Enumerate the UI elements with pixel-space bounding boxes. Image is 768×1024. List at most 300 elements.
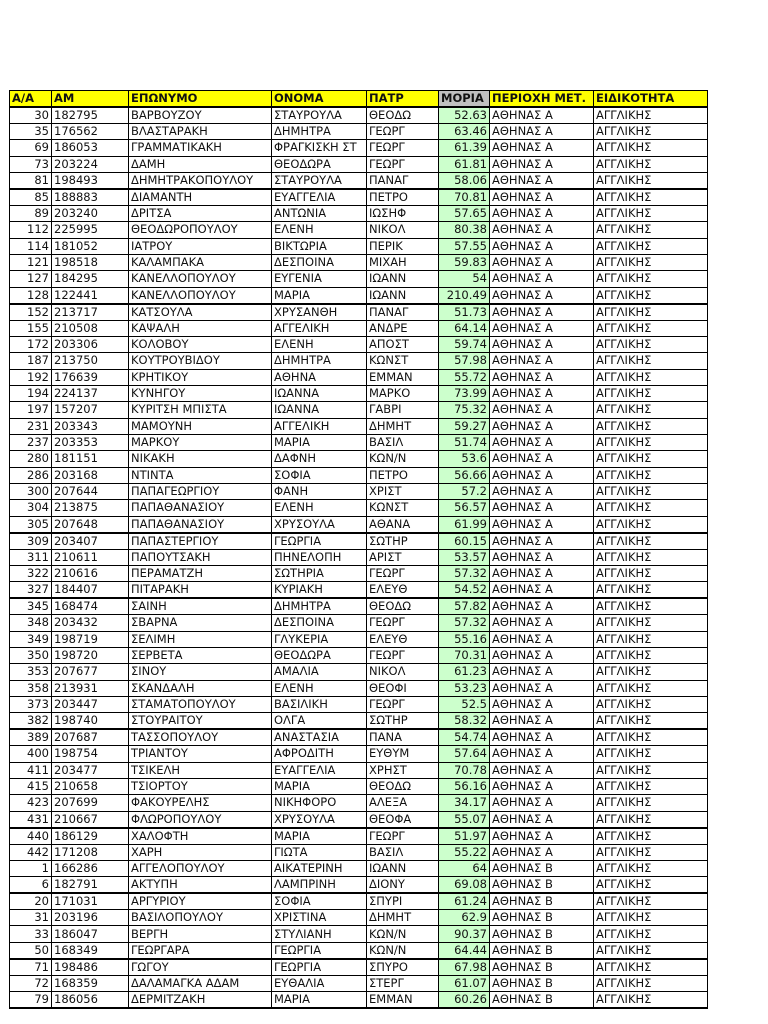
cell-surname[interactable]: ΚΑΝΕΛΛΟΠΟΥΛΟΥ [129, 287, 272, 304]
cell-father[interactable]: ΔΗΜΗΤ [367, 418, 439, 434]
cell-area[interactable]: ΑΘΗΝΑΣ Α [490, 254, 594, 270]
cell-aa[interactable]: 353 [10, 664, 52, 680]
cell-area[interactable]: ΑΘΗΝΑΣ Β [490, 860, 594, 876]
cell-father[interactable]: ΕΥΘΥΜ [367, 746, 439, 762]
cell-surname[interactable]: ΜΑΜΟΥΝΗ [129, 418, 272, 434]
cell-area[interactable]: ΑΘΗΝΑΣ Α [490, 336, 594, 352]
cell-am[interactable]: 182791 [52, 877, 129, 894]
cell-am[interactable]: 207648 [52, 516, 129, 533]
cell-am[interactable]: 176639 [52, 369, 129, 385]
cell-specialty[interactable]: ΑΓΓΛΙΚΗΣ [594, 287, 708, 304]
cell-name[interactable]: ΑΘΗΝΑ [272, 369, 367, 385]
cell-surname[interactable]: ΠΑΠΑΘΑΝΑΣΙΟΥ [129, 516, 272, 533]
cell-specialty[interactable]: ΑΓΓΛΙΚΗΣ [594, 467, 708, 483]
cell-name[interactable]: ΕΛΕΝΗ [272, 680, 367, 696]
cell-area[interactable]: ΑΘΗΝΑΣ Β [490, 959, 594, 976]
cell-name[interactable]: ΑΓΓΕΛΙΚΗ [272, 418, 367, 434]
cell-name[interactable]: ΓΛΥΚΕΡΙΑ [272, 631, 367, 647]
cell-moria[interactable]: 57.82 [439, 598, 490, 615]
cell-aa[interactable]: 72 [10, 975, 52, 991]
cell-specialty[interactable]: ΑΓΓΛΙΚΗΣ [594, 860, 708, 876]
cell-specialty[interactable]: ΑΓΓΛΙΚΗΣ [594, 533, 708, 550]
cell-moria[interactable]: 57.55 [439, 238, 490, 254]
cell-name[interactable]: ΓΕΩΡΓΙΑ [272, 959, 367, 976]
cell-aa[interactable]: 309 [10, 533, 52, 550]
cell-moria[interactable]: 56.66 [439, 467, 490, 483]
cell-am[interactable]: 198719 [52, 631, 129, 647]
cell-father[interactable]: ΣΤΕΡΓ [367, 975, 439, 991]
cell-surname[interactable]: ΤΣΙΟΡΤΟΥ [129, 778, 272, 794]
cell-am[interactable]: 198720 [52, 647, 129, 663]
cell-name[interactable]: ΦΡΑΓΚΙΣΚΗ ΣΤ [272, 140, 367, 156]
cell-area[interactable]: ΑΘΗΝΑΣ Α [490, 582, 594, 599]
cell-name[interactable]: ΜΑΡΙΑ [272, 828, 367, 845]
cell-name[interactable]: ΙΩΑΝΝΑ [272, 402, 367, 418]
cell-aa[interactable]: 155 [10, 320, 52, 336]
cell-father[interactable]: ΧΡΙΣΤ [367, 483, 439, 499]
cell-area[interactable]: ΑΘΗΝΑΣ Α [490, 647, 594, 663]
cell-moria[interactable]: 80.38 [439, 222, 490, 238]
cell-area[interactable]: ΑΘΗΝΑΣ Α [490, 746, 594, 762]
cell-specialty[interactable]: ΑΓΓΛΙΚΗΣ [594, 124, 708, 140]
cell-father[interactable]: ΓΕΩΡΓ [367, 124, 439, 140]
col-area-header[interactable]: ΠΕΡΙΟΧΗ ΜΕΤ. [490, 91, 594, 108]
cell-am[interactable]: 203432 [52, 615, 129, 631]
cell-moria[interactable]: 53.6 [439, 451, 490, 467]
cell-name[interactable]: ΣΟΦΙΑ [272, 467, 367, 483]
cell-moria[interactable]: 57.32 [439, 565, 490, 581]
cell-moria[interactable]: 55.72 [439, 369, 490, 385]
cell-am[interactable]: 203447 [52, 696, 129, 712]
cell-name[interactable]: ΑΦΡΟΔΙΤΗ [272, 746, 367, 762]
cell-specialty[interactable]: ΑΓΓΛΙΚΗΣ [594, 451, 708, 467]
cell-moria[interactable]: 57.2 [439, 483, 490, 499]
cell-aa[interactable]: 382 [10, 713, 52, 730]
cell-father[interactable]: ΚΩΝ/Ν [367, 942, 439, 959]
cell-surname[interactable]: ΝΙΚΑΚΗ [129, 451, 272, 467]
cell-moria[interactable]: 52.63 [439, 107, 490, 124]
cell-specialty[interactable]: ΑΓΓΛΙΚΗΣ [594, 942, 708, 959]
cell-am[interactable]: 210616 [52, 565, 129, 581]
cell-name[interactable]: ΝΙΚΗΦΟΡΟ [272, 795, 367, 811]
cell-specialty[interactable]: ΑΓΓΛΙΚΗΣ [594, 549, 708, 565]
cell-moria[interactable]: 57.98 [439, 353, 490, 369]
cell-father[interactable]: ΓΕΩΡΓ [367, 140, 439, 156]
cell-specialty[interactable]: ΑΓΓΛΙΚΗΣ [594, 140, 708, 156]
cell-name[interactable]: ΒΑΣΙΛΙΚΗ [272, 696, 367, 712]
cell-moria[interactable]: 58.06 [439, 172, 490, 189]
cell-aa[interactable]: 152 [10, 304, 52, 321]
cell-am[interactable]: 203306 [52, 336, 129, 352]
cell-father[interactable]: ΕΛΕΥΘ [367, 582, 439, 599]
cell-am[interactable]: 186056 [52, 992, 129, 1009]
cell-am[interactable]: 186129 [52, 828, 129, 845]
cell-area[interactable]: ΑΘΗΝΑΣ Α [490, 483, 594, 499]
cell-am[interactable]: 198518 [52, 254, 129, 270]
cell-am[interactable]: 203196 [52, 910, 129, 926]
cell-am[interactable]: 168349 [52, 942, 129, 959]
cell-name[interactable]: ΔΕΣΠΟΙΝΑ [272, 254, 367, 270]
cell-name[interactable]: ΧΡΥΣΑΝΘΗ [272, 304, 367, 321]
cell-area[interactable]: ΑΘΗΝΑΣ Α [490, 696, 594, 712]
cell-father[interactable]: ΣΠΥΡΟ [367, 959, 439, 976]
cell-area[interactable]: ΑΘΗΝΑΣ Β [490, 992, 594, 1009]
cell-area[interactable]: ΑΘΗΝΑΣ Α [490, 811, 594, 828]
cell-surname[interactable]: ΔΑΛΑΜΑΓΚΑ ΑΔΑΜ [129, 975, 272, 991]
cell-area[interactable]: ΑΘΗΝΑΣ Α [490, 631, 594, 647]
cell-area[interactable]: ΑΘΗΝΑΣ Α [490, 680, 594, 696]
cell-moria[interactable]: 69.08 [439, 877, 490, 894]
cell-aa[interactable]: 411 [10, 762, 52, 778]
cell-specialty[interactable]: ΑΓΓΛΙΚΗΣ [594, 418, 708, 434]
cell-father[interactable]: ΔΙΟΝΥ [367, 877, 439, 894]
cell-aa[interactable]: 373 [10, 696, 52, 712]
cell-aa[interactable]: 311 [10, 549, 52, 565]
cell-specialty[interactable]: ΑΓΓΛΙΚΗΣ [594, 172, 708, 189]
cell-surname[interactable]: ΧΑΛΟΦΤΗ [129, 828, 272, 845]
cell-am[interactable]: 224137 [52, 385, 129, 401]
cell-specialty[interactable]: ΑΓΓΛΙΚΗΣ [594, 189, 708, 206]
cell-aa[interactable]: 81 [10, 172, 52, 189]
cell-area[interactable]: ΑΘΗΝΑΣ Α [490, 500, 594, 516]
cell-surname[interactable]: ΦΑΚΟΥΡΕΛΗΣ [129, 795, 272, 811]
cell-father[interactable]: ΝΙΚΟΛ [367, 664, 439, 680]
cell-name[interactable]: ΔΗΜΗΤΡΑ [272, 124, 367, 140]
col-am-header[interactable]: ΑΜ [52, 91, 129, 108]
cell-name[interactable]: ΧΡΥΣΟΥΛΑ [272, 811, 367, 828]
cell-specialty[interactable]: ΑΓΓΛΙΚΗΣ [594, 959, 708, 976]
cell-father[interactable]: ΕΛΕΥΘ [367, 631, 439, 647]
cell-father[interactable]: ΘΕΟΦΙ [367, 680, 439, 696]
cell-am[interactable]: 225995 [52, 222, 129, 238]
cell-father[interactable]: ΜΙΧΑΗ [367, 254, 439, 270]
cell-aa[interactable]: 305 [10, 516, 52, 533]
cell-surname[interactable]: ΣΕΡΒΕΤΑ [129, 647, 272, 663]
cell-aa[interactable]: 89 [10, 205, 52, 221]
cell-aa[interactable]: 389 [10, 729, 52, 746]
cell-am[interactable]: 186053 [52, 140, 129, 156]
cell-father[interactable]: ΧΡΗΣΤ [367, 762, 439, 778]
cell-father[interactable]: ΙΩΑΝΝ [367, 271, 439, 287]
cell-name[interactable]: ΟΛΓΑ [272, 713, 367, 730]
cell-moria[interactable]: 51.74 [439, 434, 490, 450]
cell-surname[interactable]: ΒΕΡΓΗ [129, 926, 272, 942]
cell-surname[interactable]: ΤΡΙΑΝΤΟΥ [129, 746, 272, 762]
cell-surname[interactable]: ΠΑΠΑΘΑΝΑΣΙΟΥ [129, 500, 272, 516]
cell-father[interactable]: ΘΕΟΦΑ [367, 811, 439, 828]
cell-specialty[interactable]: ΑΓΓΛΙΚΗΣ [594, 238, 708, 254]
cell-am[interactable]: 198740 [52, 713, 129, 730]
cell-father[interactable]: ΚΩΝΣΤ [367, 353, 439, 369]
cell-area[interactable]: ΑΘΗΝΑΣ Α [490, 320, 594, 336]
cell-name[interactable]: ΧΡΥΣΟΥΛΑ [272, 516, 367, 533]
cell-surname[interactable]: ΦΛΩΡΟΠΟΥΛΟΥ [129, 811, 272, 828]
cell-name[interactable]: ΓΙΩΤΑ [272, 844, 367, 860]
cell-surname[interactable]: ΒΑΡΒΟΥΖΟΥ [129, 107, 272, 124]
cell-am[interactable]: 210611 [52, 549, 129, 565]
cell-area[interactable]: ΑΘΗΝΑΣ Α [490, 304, 594, 321]
cell-specialty[interactable]: ΑΓΓΛΙΚΗΣ [594, 713, 708, 730]
cell-am[interactable]: 210508 [52, 320, 129, 336]
cell-aa[interactable]: 286 [10, 467, 52, 483]
cell-specialty[interactable]: ΑΓΓΛΙΚΗΣ [594, 762, 708, 778]
cell-name[interactable]: ΣΤΑΥΡΟΥΛΑ [272, 172, 367, 189]
cell-surname[interactable]: ΣΚΑΝΔΑΛΗ [129, 680, 272, 696]
cell-area[interactable]: ΑΘΗΝΑΣ Α [490, 516, 594, 533]
cell-specialty[interactable]: ΑΓΓΛΙΚΗΣ [594, 222, 708, 238]
cell-father[interactable]: ΑΛΕΞΑ [367, 795, 439, 811]
cell-area[interactable]: ΑΘΗΝΑΣ Α [490, 434, 594, 450]
cell-surname[interactable]: ΔΗΜΗΤΡΑΚΟΠΟΥΛΟΥ [129, 172, 272, 189]
cell-father[interactable]: ΚΩΝ/Ν [367, 451, 439, 467]
cell-aa[interactable]: 172 [10, 336, 52, 352]
cell-am[interactable]: 203477 [52, 762, 129, 778]
cell-area[interactable]: ΑΘΗΝΑΣ Α [490, 762, 594, 778]
cell-specialty[interactable]: ΑΓΓΛΙΚΗΣ [594, 647, 708, 663]
cell-aa[interactable]: 50 [10, 942, 52, 959]
cell-specialty[interactable]: ΑΓΓΛΙΚΗΣ [594, 696, 708, 712]
cell-specialty[interactable]: ΑΓΓΛΙΚΗΣ [594, 778, 708, 794]
cell-specialty[interactable]: ΑΓΓΛΙΚΗΣ [594, 353, 708, 369]
cell-father[interactable]: ΝΙΚΟΛ [367, 222, 439, 238]
cell-surname[interactable]: ΒΑΣΙΛΟΠΟΥΛΟΥ [129, 910, 272, 926]
cell-aa[interactable]: 31 [10, 910, 52, 926]
cell-aa[interactable]: 400 [10, 746, 52, 762]
cell-surname[interactable]: ΚΑΤΣΟΥΛΑ [129, 304, 272, 321]
cell-father[interactable]: ΙΩΣΗΦ [367, 205, 439, 221]
cell-specialty[interactable]: ΑΓΓΛΙΚΗΣ [594, 877, 708, 894]
cell-area[interactable]: ΑΘΗΝΑΣ Α [490, 140, 594, 156]
cell-name[interactable]: ΜΑΡΙΑ [272, 287, 367, 304]
cell-aa[interactable]: 358 [10, 680, 52, 696]
cell-am[interactable]: 207687 [52, 729, 129, 746]
cell-name[interactable]: ΜΑΡΙΑ [272, 992, 367, 1009]
cell-specialty[interactable]: ΑΓΓΛΙΚΗΣ [594, 910, 708, 926]
cell-area[interactable]: ΑΘΗΝΑΣ Α [490, 402, 594, 418]
cell-moria[interactable]: 53.57 [439, 549, 490, 565]
cell-father[interactable]: ΓΑΒΡΙ [367, 402, 439, 418]
cell-specialty[interactable]: ΑΓΓΛΙΚΗΣ [594, 402, 708, 418]
cell-surname[interactable]: ΑΚΤΥΠΗ [129, 877, 272, 894]
cell-area[interactable]: ΑΘΗΝΑΣ Α [490, 795, 594, 811]
cell-aa[interactable]: 1 [10, 860, 52, 876]
cell-aa[interactable]: 71 [10, 959, 52, 976]
col-aa-header[interactable]: Α/Α [10, 91, 52, 108]
cell-moria[interactable]: 51.97 [439, 828, 490, 845]
cell-surname[interactable]: ΔΑΜΗ [129, 156, 272, 172]
cell-surname[interactable]: ΠΙΤΑΡΑΚΗ [129, 582, 272, 599]
cell-moria[interactable]: 210.49 [439, 287, 490, 304]
cell-specialty[interactable]: ΑΓΓΛΙΚΗΣ [594, 304, 708, 321]
cell-father[interactable]: ΑΘΑΝΑ [367, 516, 439, 533]
cell-father[interactable]: ΣΩΤΗΡ [367, 713, 439, 730]
cell-name[interactable]: ΦΑΝΗ [272, 483, 367, 499]
cell-name[interactable]: ΠΗΝΕΛΟΠΗ [272, 549, 367, 565]
cell-specialty[interactable]: ΑΓΓΛΙΚΗΣ [594, 254, 708, 270]
cell-am[interactable]: 186047 [52, 926, 129, 942]
cell-aa[interactable]: 114 [10, 238, 52, 254]
cell-surname[interactable]: ΧΑΡΗ [129, 844, 272, 860]
cell-specialty[interactable]: ΑΓΓΛΙΚΗΣ [594, 369, 708, 385]
cell-surname[interactable]: ΚΡΗΤΙΚΟΥ [129, 369, 272, 385]
cell-area[interactable]: ΑΘΗΝΑΣ Α [490, 664, 594, 680]
cell-surname[interactable]: ΠΑΠΑΓΕΩΡΓΙΟΥ [129, 483, 272, 499]
col-moria-header[interactable]: ΜΟΡΙΑ [439, 91, 490, 108]
cell-area[interactable]: ΑΘΗΝΑΣ Α [490, 778, 594, 794]
cell-specialty[interactable]: ΑΓΓΛΙΚΗΣ [594, 680, 708, 696]
cell-father[interactable]: ΕΜΜΑΝ [367, 369, 439, 385]
cell-aa[interactable]: 322 [10, 565, 52, 581]
cell-surname[interactable]: ΠΑΠΑΣΤΕΡΓΙΟΥ [129, 533, 272, 550]
cell-am[interactable]: 184295 [52, 271, 129, 287]
cell-area[interactable]: ΑΘΗΝΑΣ Β [490, 926, 594, 942]
cell-moria[interactable]: 67.98 [439, 959, 490, 976]
cell-moria[interactable]: 55.22 [439, 844, 490, 860]
cell-specialty[interactable]: ΑΓΓΛΙΚΗΣ [594, 992, 708, 1009]
cell-name[interactable]: ΕΛΕΝΗ [272, 500, 367, 516]
cell-moria[interactable]: 61.81 [439, 156, 490, 172]
cell-moria[interactable]: 61.24 [439, 893, 490, 910]
cell-name[interactable]: ΒΙΚΤΩΡΙΑ [272, 238, 367, 254]
cell-father[interactable]: ΓΕΩΡΓ [367, 828, 439, 845]
cell-am[interactable]: 203343 [52, 418, 129, 434]
cell-name[interactable]: ΧΡΙΣΤΙΝΑ [272, 910, 367, 926]
cell-name[interactable]: ΕΥΘΑΛΙΑ [272, 975, 367, 991]
cell-moria[interactable]: 57.65 [439, 205, 490, 221]
cell-name[interactable]: ΜΑΡΙΑ [272, 778, 367, 794]
cell-surname[interactable]: ΔΕΡΜΙΤΖΑΚΗ [129, 992, 272, 1009]
cell-specialty[interactable]: ΑΓΓΛΙΚΗΣ [594, 500, 708, 516]
cell-aa[interactable]: 350 [10, 647, 52, 663]
cell-aa[interactable]: 127 [10, 271, 52, 287]
cell-am[interactable]: 203353 [52, 434, 129, 450]
cell-am[interactable]: 181151 [52, 451, 129, 467]
cell-area[interactable]: ΑΘΗΝΑΣ Β [490, 942, 594, 959]
cell-father[interactable]: ΚΩΝΣΤ [367, 500, 439, 516]
cell-aa[interactable]: 112 [10, 222, 52, 238]
cell-father[interactable]: ΓΕΩΡΓ [367, 156, 439, 172]
cell-father[interactable]: ΘΕΟΔΩ [367, 107, 439, 124]
cell-surname[interactable]: ΑΡΓΥΡΙΟΥ [129, 893, 272, 910]
cell-area[interactable]: ΑΘΗΝΑΣ Α [490, 615, 594, 631]
cell-area[interactable]: ΑΘΗΝΑΣ Α [490, 533, 594, 550]
cell-name[interactable]: ΔΗΜΗΤΡΑ [272, 598, 367, 615]
cell-area[interactable]: ΑΘΗΝΑΣ Α [490, 713, 594, 730]
cell-aa[interactable]: 6 [10, 877, 52, 894]
cell-moria[interactable]: 57.64 [439, 746, 490, 762]
cell-area[interactable]: ΑΘΗΝΑΣ Β [490, 893, 594, 910]
cell-specialty[interactable]: ΑΓΓΛΙΚΗΣ [594, 107, 708, 124]
cell-aa[interactable]: 442 [10, 844, 52, 860]
cell-aa[interactable]: 197 [10, 402, 52, 418]
cell-aa[interactable]: 440 [10, 828, 52, 845]
cell-name[interactable]: ΓΕΩΡΓΙΑ [272, 533, 367, 550]
cell-moria[interactable]: 51.73 [439, 304, 490, 321]
cell-specialty[interactable]: ΑΓΓΛΙΚΗΣ [594, 582, 708, 599]
cell-am[interactable]: 207644 [52, 483, 129, 499]
cell-area[interactable]: ΑΘΗΝΑΣ Α [490, 271, 594, 287]
cell-aa[interactable]: 348 [10, 615, 52, 631]
cell-surname[interactable]: ΓΩΓΟΥ [129, 959, 272, 976]
cell-specialty[interactable]: ΑΓΓΛΙΚΗΣ [594, 828, 708, 845]
cell-surname[interactable]: ΙΑΤΡΟΥ [129, 238, 272, 254]
cell-am[interactable]: 157207 [52, 402, 129, 418]
cell-moria[interactable]: 64.44 [439, 942, 490, 959]
cell-specialty[interactable]: ΑΓΓΛΙΚΗΣ [594, 205, 708, 221]
cell-father[interactable]: ΓΕΩΡΓ [367, 696, 439, 712]
cell-aa[interactable]: 345 [10, 598, 52, 615]
cell-specialty[interactable]: ΑΓΓΛΙΚΗΣ [594, 975, 708, 991]
cell-aa[interactable]: 327 [10, 582, 52, 599]
cell-name[interactable]: ΚΥΡΙΑΚΗ [272, 582, 367, 599]
cell-name[interactable]: ΘΕΟΔΩΡΑ [272, 647, 367, 663]
cell-am[interactable]: 213931 [52, 680, 129, 696]
cell-moria[interactable]: 63.46 [439, 124, 490, 140]
cell-aa[interactable]: 79 [10, 992, 52, 1009]
cell-aa[interactable]: 128 [10, 287, 52, 304]
cell-am[interactable]: 203407 [52, 533, 129, 550]
cell-specialty[interactable]: ΑΓΓΛΙΚΗΣ [594, 631, 708, 647]
cell-area[interactable]: ΑΘΗΝΑΣ Α [490, 549, 594, 565]
cell-specialty[interactable]: ΑΓΓΛΙΚΗΣ [594, 516, 708, 533]
cell-father[interactable]: ΒΑΣΙΛ [367, 844, 439, 860]
cell-father[interactable]: ΠΕΤΡΟ [367, 467, 439, 483]
cell-surname[interactable]: ΔΡΙΤΣΑ [129, 205, 272, 221]
cell-moria[interactable]: 64 [439, 860, 490, 876]
cell-area[interactable]: ΑΘΗΝΑΣ Β [490, 975, 594, 991]
cell-specialty[interactable]: ΑΓΓΛΙΚΗΣ [594, 844, 708, 860]
cell-father[interactable]: ΚΩΝ/Ν [367, 926, 439, 942]
cell-father[interactable]: ΑΝΔΡΕ [367, 320, 439, 336]
cell-aa[interactable]: 121 [10, 254, 52, 270]
cell-area[interactable]: ΑΘΗΝΑΣ Α [490, 172, 594, 189]
cell-aa[interactable]: 69 [10, 140, 52, 156]
cell-aa[interactable]: 35 [10, 124, 52, 140]
cell-specialty[interactable]: ΑΓΓΛΙΚΗΣ [594, 156, 708, 172]
cell-father[interactable]: ΕΜΜΑΝ [367, 992, 439, 1009]
cell-name[interactable]: ΛΑΜΠΡΙΝΗ [272, 877, 367, 894]
cell-aa[interactable]: 194 [10, 385, 52, 401]
cell-aa[interactable]: 431 [10, 811, 52, 828]
cell-father[interactable]: ΠΑΝΑΓ [367, 172, 439, 189]
cell-surname[interactable]: ΣΕΛΙΜΗ [129, 631, 272, 647]
cell-name[interactable]: ΑΜΑΛΙΑ [272, 664, 367, 680]
cell-area[interactable]: ΑΘΗΝΑΣ Β [490, 877, 594, 894]
cell-moria[interactable]: 56.57 [439, 500, 490, 516]
cell-moria[interactable]: 54.52 [439, 582, 490, 599]
cell-am[interactable]: 198493 [52, 172, 129, 189]
cell-surname[interactable]: ΤΑΣΣΟΠΟΥΛΟΥ [129, 729, 272, 746]
cell-name[interactable]: ΘΕΟΔΩΡΑ [272, 156, 367, 172]
cell-name[interactable]: ΜΑΡΙΑ [272, 434, 367, 450]
cell-area[interactable]: ΑΘΗΝΑΣ Α [490, 828, 594, 845]
col-name-header[interactable]: ΟΝΟΜΑ [272, 91, 367, 108]
cell-aa[interactable]: 237 [10, 434, 52, 450]
cell-specialty[interactable]: ΑΓΓΛΙΚΗΣ [594, 336, 708, 352]
cell-moria[interactable]: 55.16 [439, 631, 490, 647]
cell-surname[interactable]: ΣΒΑΡΝΑ [129, 615, 272, 631]
cell-am[interactable]: 213717 [52, 304, 129, 321]
cell-moria[interactable]: 57.32 [439, 615, 490, 631]
cell-area[interactable]: ΑΘΗΝΑΣ Α [490, 205, 594, 221]
cell-surname[interactable]: ΤΣΙΚΕΛΗ [129, 762, 272, 778]
cell-area[interactable]: ΑΘΗΝΑΣ Α [490, 156, 594, 172]
cell-aa[interactable]: 349 [10, 631, 52, 647]
cell-specialty[interactable]: ΑΓΓΛΙΚΗΣ [594, 434, 708, 450]
cell-father[interactable]: ΓΕΩΡΓ [367, 565, 439, 581]
cell-specialty[interactable]: ΑΓΓΛΙΚΗΣ [594, 320, 708, 336]
cell-am[interactable]: 213875 [52, 500, 129, 516]
